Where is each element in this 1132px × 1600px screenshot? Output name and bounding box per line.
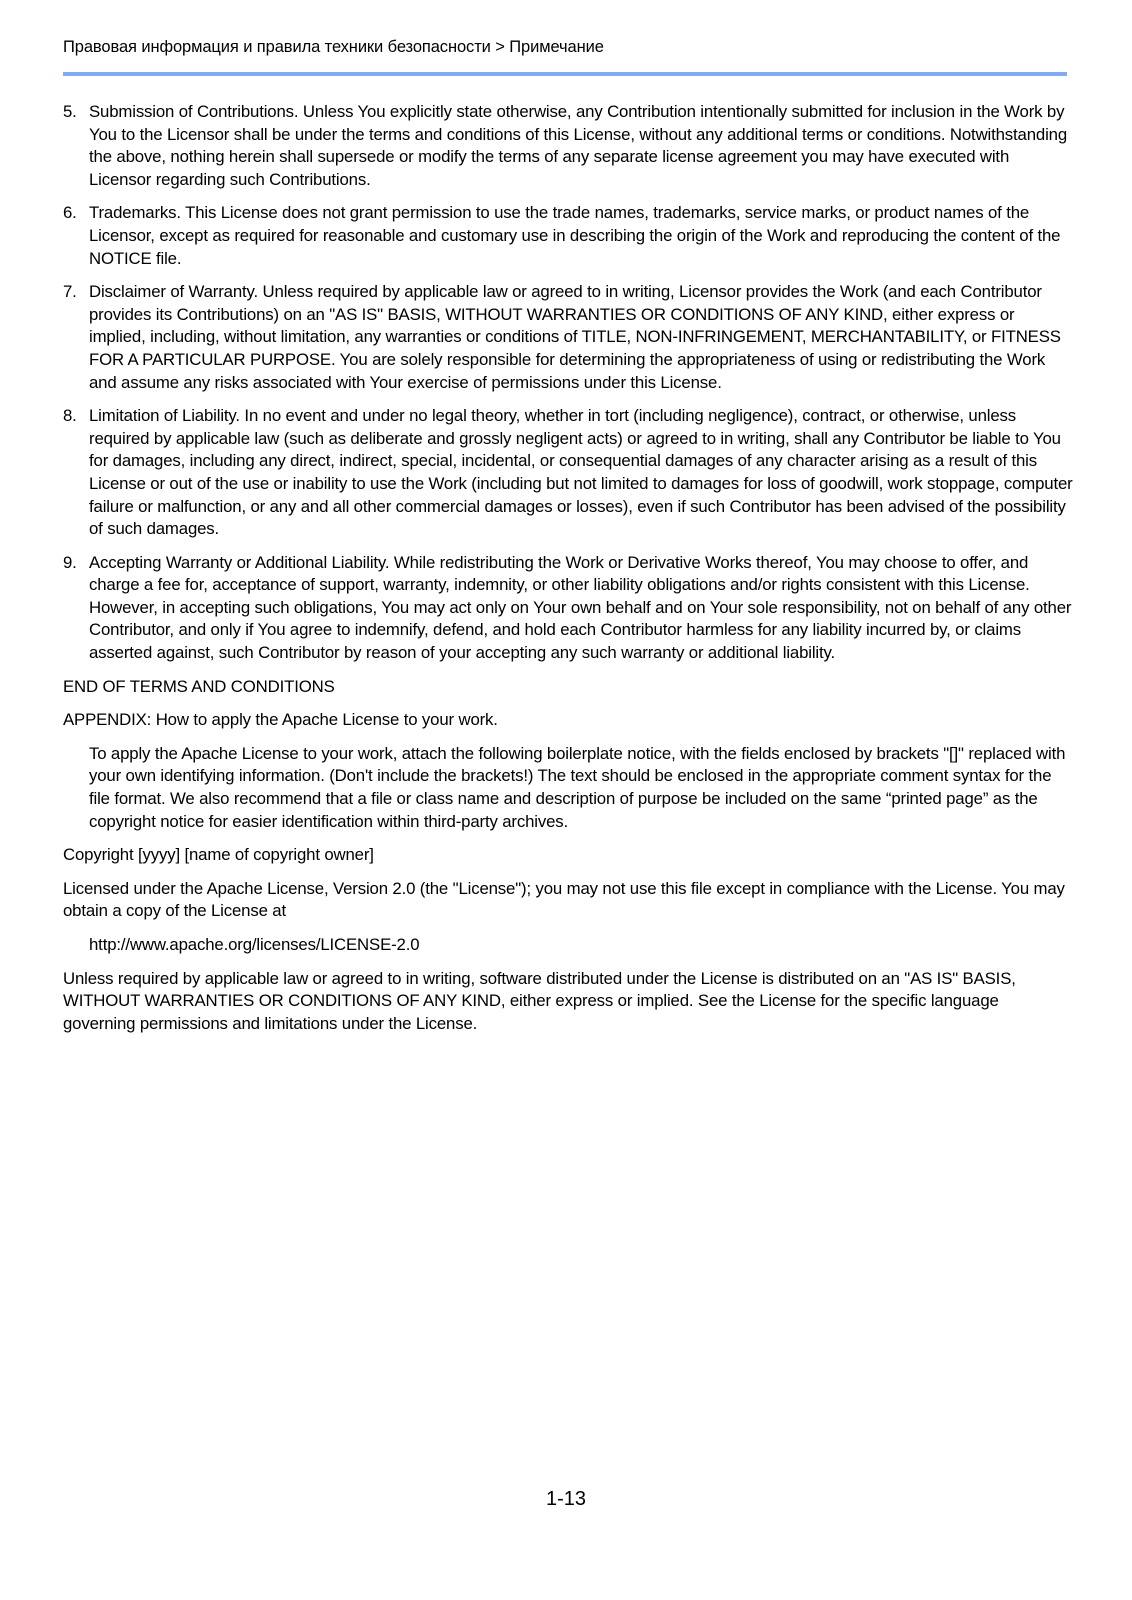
item-number: 8.: [63, 406, 77, 426]
list-item: [63, 202, 1073, 270]
item-number: 6.: [63, 203, 77, 223]
page-number: 1-13: [545, 1488, 587, 1510]
document-body: [63, 101, 1073, 1046]
item-text: Accepting Warranty or Additional Liability. While redistributing the Work or Derivative Works thereof, You may choose to offer, and charge a fee for, acceptance of support, warranty, indemnity, or other liability obligations and/or rights consistent with this License. However, in accepting such obligations, You may act only on Your own behalf and on Your sole responsibility, not on behalf of any other Contributor, and only if You agree to indemnify, defend, and hold each Contributor harmless for any liability incurred by, or claims asserted against, such Contributor by reason of your accepting any such warranty or additional liability.: [89, 552, 1072, 663]
licensed-under-paragraph: Licensed under the Apache License, Version 2.0 (the "License"); you may not use this file except in compliance with the License. You may obtain a copy of the License at: [63, 878, 1065, 921]
appendix-instructions: To apply the Apache License to your work, attach the following boilerplate notice, with the fields enclosed by brackets "[]" replaced with your own identifying information. (Don't include the brackets!) The text should be enclosed in the appropriate comment syntax for the file format. We also recommend that a file or class name and description of purpose be included on the same “printed page” as the copyright notice for easier identification within third-party archives.: [89, 743, 1066, 831]
list-item: [63, 552, 1073, 665]
page-header-breadcrumb: Правовая информация и правила техники безопасности > Примечание: [63, 38, 604, 56]
list-item: [63, 101, 1073, 191]
item-number: 7.: [63, 282, 77, 302]
list-item: [63, 405, 1073, 541]
header-rule: [63, 72, 1067, 76]
item-text: Limitation of Liability. In no event and under no legal theory, whether in tort (including negligence), contract, or otherwise, unless required by applicable law (such as deliberate and grossly negligent acts) or agreed to in writing, shall any Contributor be liable to You for damages, including any direct, indirect, special, incidental, or consequential damages of any character arising as a result of this License or out of the use or inability to use the Work (including but not limited to damages for loss of goodwill, work stoppage, computer failure or malfunction, or any and all other commercial damages or losses), even if such Contributor has been advised of the possibility of such damages.: [89, 406, 1073, 539]
copyright-line: Copyright [yyyy] [name of copyright owner]: [63, 845, 374, 865]
end-of-terms: END OF TERMS AND CONDITIONS: [63, 676, 335, 696]
appendix-title: APPENDIX: How to apply the Apache License to your work.: [63, 710, 498, 730]
item-number: 9.: [63, 552, 77, 572]
item-text: Trademarks. This License does not grant permission to use the trade names, trademarks, service marks, or product names of the Licensor, except as required for reasonable and customary use in describing the origin of the Work and reproducing the content of the NOTICE file.: [89, 203, 1061, 268]
item-number: 5.: [63, 102, 77, 121]
license-clauses-list: [63, 101, 1073, 665]
license-url: http://www.apache.org/licenses/LICENSE-2.0: [89, 935, 420, 954]
item-text: Disclaimer of Warranty. Unless required by applicable law or agreed to in writing, Licensor provides the Work (and each Contributor provides its Contributions) on an "AS IS" BASIS, WITHOUT WARRANTIES OR CONDITIONS OF ANY KIND, either express or implied, including, without limitation, any warranties or conditions of TITLE, NON-INFRINGEMENT, MERCHANTABILITY, or FITNESS FOR A PARTICULAR PURPOSE. You are solely responsible for determining the appropriateness of using or redistributing the Work and assume any risks associated with Your exercise of permissions under this License.: [89, 282, 1061, 392]
list-item: [63, 281, 1073, 394]
item-text: Submission of Contributions. Unless You explicitly state otherwise, any Contribution intentionally submitted for inclusion in the Work by You to the Licensor shall be under the terms and conditions of this License, without any additional terms or conditions. Notwithstanding the above, nothing herein shall supersede or modify the terms of any separate license agreement you may have executed with Licensor regarding such Contributions.: [89, 102, 1068, 189]
disclaimer-paragraph: Unless required by applicable law or agreed to in writing, software distributed under the License is distributed on an "AS IS" BASIS, WITHOUT WARRANTIES OR CONDITIONS OF ANY KIND, either express or implied. See the License for the specific language governing permissions and limitations under the License.: [63, 968, 1016, 1033]
